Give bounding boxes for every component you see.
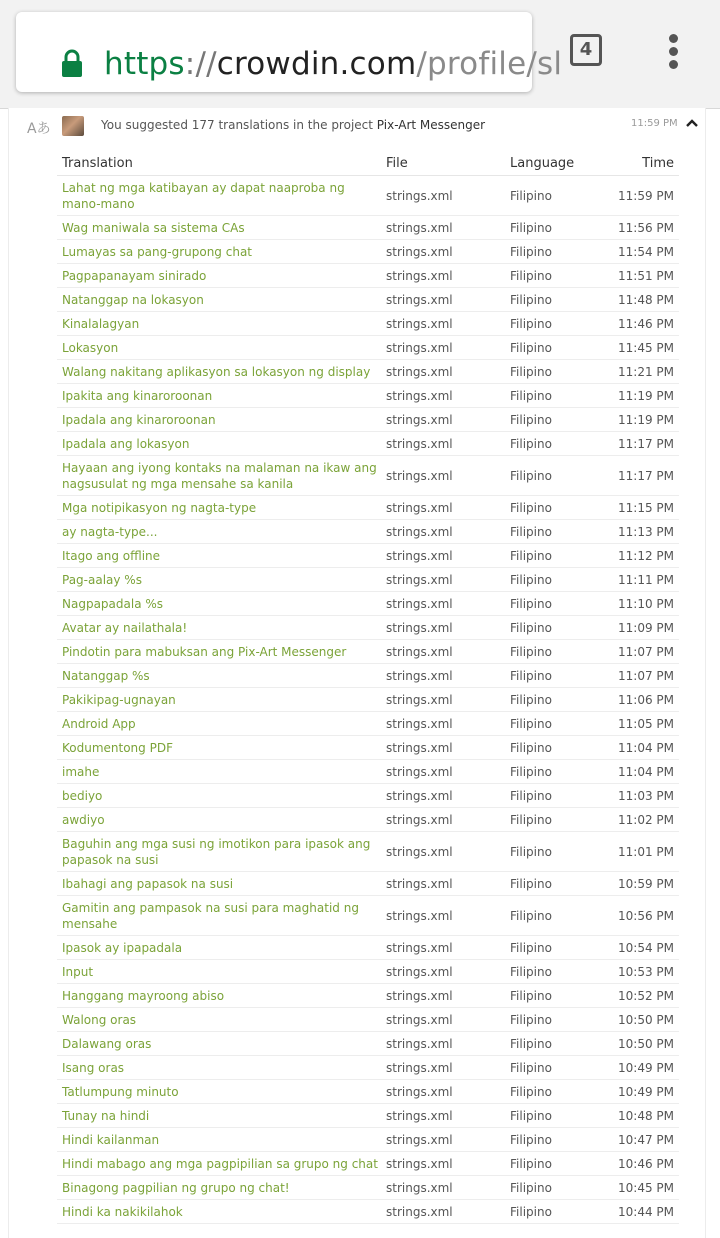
table-row <box>57 240 679 264</box>
language-cell: Filipino <box>505 264 601 288</box>
translation-link[interactable]: Gamitin ang pampasok na susi para maghatid ng mensahe <box>57 896 381 936</box>
language-cell: Filipino <box>505 1200 601 1224</box>
header-language[interactable]: Language <box>505 151 601 176</box>
time-cell: 10:49 PM <box>601 1080 679 1104</box>
file-cell: strings.xml <box>381 1032 505 1056</box>
time-cell: 11:21 PM <box>601 360 679 384</box>
time-cell: 11:17 PM <box>601 432 679 456</box>
language-cell: Filipino <box>505 408 601 432</box>
language-cell: Filipino <box>505 1080 601 1104</box>
language-cell: Filipino <box>505 240 601 264</box>
language-cell: Filipino <box>505 984 601 1008</box>
time-cell: 10:48 PM <box>601 1104 679 1128</box>
language-cell: Filipino <box>505 216 601 240</box>
table-row <box>57 936 679 960</box>
translation-link[interactable]: Hanggang mayroong abiso <box>57 984 381 1008</box>
language-cell: Filipino <box>505 288 601 312</box>
table-row <box>57 176 679 216</box>
table-row <box>57 336 679 360</box>
file-cell: strings.xml <box>381 544 505 568</box>
activity-time: 11:59 PM <box>631 118 678 129</box>
language-cell: Filipino <box>505 544 601 568</box>
browser-toolbar <box>0 0 720 109</box>
translation-link[interactable]: Dalawang oras <box>57 1032 381 1056</box>
translation-link[interactable]: bediyo <box>57 784 381 808</box>
table-row <box>57 984 679 1008</box>
translation-link[interactable]: Pagpapanayam sinirado <box>57 264 381 288</box>
avatar[interactable] <box>62 116 84 136</box>
translation-link[interactable]: Hayaan ang iyong kontaks na malaman na ikaw ang nagsusulat ng mga mensahe sa kanila <box>57 456 381 496</box>
language-cell: Filipino <box>505 784 601 808</box>
language-cell: Filipino <box>505 432 601 456</box>
language-cell: Filipino <box>505 688 601 712</box>
table-row <box>57 960 679 984</box>
time-cell: 10:44 PM <box>601 1200 679 1224</box>
table-row <box>57 456 679 496</box>
translation-link[interactable]: Isang oras <box>57 1056 381 1080</box>
file-cell: strings.xml <box>381 960 505 984</box>
header-time[interactable]: Time <box>601 151 679 176</box>
translation-link[interactable]: Natanggap %s <box>57 664 381 688</box>
file-cell: strings.xml <box>381 1152 505 1176</box>
file-cell: strings.xml <box>381 832 505 872</box>
time-cell: 11:05 PM <box>601 712 679 736</box>
language-cell: Filipino <box>505 176 601 216</box>
translation-link[interactable]: Mga notipikasyon ng nagta-type <box>57 496 381 520</box>
time-cell: 11:06 PM <box>601 688 679 712</box>
file-cell: strings.xml <box>381 568 505 592</box>
time-cell: 10:50 PM <box>601 1008 679 1032</box>
table-row <box>57 640 679 664</box>
time-cell: 11:17 PM <box>601 456 679 496</box>
header-file[interactable]: File <box>381 151 505 176</box>
table-row <box>57 264 679 288</box>
table-row <box>57 288 679 312</box>
time-cell: 11:10 PM <box>601 592 679 616</box>
activity-card <box>8 108 706 1238</box>
url-host: crowdin.com <box>216 46 417 82</box>
language-cell: Filipino <box>505 384 601 408</box>
language-cell: Filipino <box>505 1008 601 1032</box>
page-content <box>0 108 720 1226</box>
table-row <box>57 1128 679 1152</box>
table-row <box>57 1008 679 1032</box>
chevron-up-icon[interactable] <box>685 116 699 130</box>
table-row <box>57 432 679 456</box>
file-cell: strings.xml <box>381 1008 505 1032</box>
time-cell: 11:09 PM <box>601 616 679 640</box>
file-cell: strings.xml <box>381 176 505 216</box>
time-cell: 11:51 PM <box>601 264 679 288</box>
translation-link[interactable]: Pakikipag-ugnayan <box>57 688 381 712</box>
file-cell: strings.xml <box>381 1104 505 1128</box>
file-cell: strings.xml <box>381 216 505 240</box>
file-cell: strings.xml <box>381 808 505 832</box>
table-row <box>57 1200 679 1224</box>
translation-link[interactable]: ay nagta-type... <box>57 520 381 544</box>
time-cell: 11:11 PM <box>601 568 679 592</box>
time-cell: 10:52 PM <box>601 984 679 1008</box>
file-cell: strings.xml <box>381 616 505 640</box>
time-cell: 11:48 PM <box>601 288 679 312</box>
table-row <box>57 496 679 520</box>
translation-link[interactable]: Input <box>57 960 381 984</box>
time-cell: 10:49 PM <box>601 1056 679 1080</box>
time-cell: 10:50 PM <box>601 1032 679 1056</box>
language-cell: Filipino <box>505 568 601 592</box>
time-cell: 11:45 PM <box>601 336 679 360</box>
time-cell: 11:03 PM <box>601 784 679 808</box>
translation-link[interactable]: Android App <box>57 712 381 736</box>
file-cell: strings.xml <box>381 688 505 712</box>
translation-link[interactable]: Lokasyon <box>57 336 381 360</box>
table-row <box>57 784 679 808</box>
file-cell: strings.xml <box>381 1056 505 1080</box>
time-cell: 11:07 PM <box>601 664 679 688</box>
time-cell: 10:47 PM <box>601 1128 679 1152</box>
translation-link[interactable]: Tatlumpung minuto <box>57 1080 381 1104</box>
language-cell: Filipino <box>505 936 601 960</box>
table-row <box>57 360 679 384</box>
file-cell: strings.xml <box>381 1176 505 1200</box>
language-cell: Filipino <box>505 1056 601 1080</box>
table-row <box>57 1032 679 1056</box>
table-row <box>57 1104 679 1128</box>
translation-link[interactable]: Lumayas sa pang-grupong chat <box>57 240 381 264</box>
language-cell: Filipino <box>505 312 601 336</box>
translation-link[interactable]: Tunay na hindi <box>57 1104 381 1128</box>
file-cell: strings.xml <box>381 264 505 288</box>
table-row <box>57 688 679 712</box>
table-row <box>57 872 679 896</box>
language-cell: Filipino <box>505 456 601 496</box>
table-row <box>57 384 679 408</box>
translation-link[interactable]: Binagong pagpilian ng grupo ng chat! <box>57 1176 381 1200</box>
table-row <box>57 616 679 640</box>
time-cell: 10:56 PM <box>601 896 679 936</box>
file-cell: strings.xml <box>381 432 505 456</box>
translation-link[interactable]: Lahat ng mga katibayan ay dapat naaproba ng mano-mano <box>57 176 381 216</box>
language-cell: Filipino <box>505 896 601 936</box>
file-cell: strings.xml <box>381 1200 505 1224</box>
translation-link[interactable]: Hindi kailanman <box>57 1128 381 1152</box>
language-cell: Filipino <box>505 664 601 688</box>
file-cell: strings.xml <box>381 664 505 688</box>
language-cell: Filipino <box>505 1032 601 1056</box>
language-cell: Filipino <box>505 808 601 832</box>
translate-icon: Aあ <box>27 121 51 137</box>
translation-link[interactable]: Nagpapadala %s <box>57 592 381 616</box>
table-row <box>57 832 679 872</box>
file-cell: strings.xml <box>381 896 505 936</box>
translation-link[interactable]: Ipadala ang lokasyon <box>57 432 381 456</box>
tab-switcher-button[interactable]: 4 <box>570 34 602 66</box>
time-cell: 11:46 PM <box>601 312 679 336</box>
language-cell: Filipino <box>505 960 601 984</box>
language-cell: Filipino <box>505 520 601 544</box>
language-cell: Filipino <box>505 1104 601 1128</box>
translation-link[interactable]: Kodumentong PDF <box>57 736 381 760</box>
file-cell: strings.xml <box>381 592 505 616</box>
translation-link[interactable]: Pindotin para mabuksan ang Pix-Art Messenger <box>57 640 381 664</box>
translation-link[interactable]: imahe <box>57 760 381 784</box>
file-cell: strings.xml <box>381 456 505 496</box>
file-cell: strings.xml <box>381 784 505 808</box>
file-cell: strings.xml <box>381 1128 505 1152</box>
table-row <box>57 1080 679 1104</box>
file-cell: strings.xml <box>381 520 505 544</box>
table-row <box>57 664 679 688</box>
time-cell: 10:53 PM <box>601 960 679 984</box>
file-cell: strings.xml <box>381 1080 505 1104</box>
language-cell: Filipino <box>505 1128 601 1152</box>
header-translation[interactable]: Translation <box>57 151 381 176</box>
language-cell: Filipino <box>505 336 601 360</box>
translation-link[interactable]: Ipadala ang kinaroroonan <box>57 408 381 432</box>
table-row <box>57 216 679 240</box>
language-cell: Filipino <box>505 712 601 736</box>
table-row <box>57 808 679 832</box>
time-cell: 11:56 PM <box>601 216 679 240</box>
translations-table <box>57 151 679 1224</box>
table-header-row <box>57 151 679 176</box>
time-cell: 11:02 PM <box>601 808 679 832</box>
time-cell: 11:07 PM <box>601 640 679 664</box>
table-row <box>57 896 679 936</box>
time-cell: 10:45 PM <box>601 1176 679 1200</box>
language-cell: Filipino <box>505 1176 601 1200</box>
language-cell: Filipino <box>505 592 601 616</box>
language-cell: Filipino <box>505 1152 601 1176</box>
translation-link[interactable]: Avatar ay nailathala! <box>57 616 381 640</box>
lock-icon <box>60 48 84 78</box>
address-bar[interactable] <box>16 12 563 92</box>
url-path: /profile/sl <box>416 46 563 82</box>
file-cell: strings.xml <box>381 496 505 520</box>
time-cell: 11:12 PM <box>601 544 679 568</box>
language-cell: Filipino <box>505 832 601 872</box>
project-link[interactable]: Pix-Art Messenger <box>376 118 486 132</box>
time-cell: 11:15 PM <box>601 496 679 520</box>
file-cell: strings.xml <box>381 384 505 408</box>
translation-link[interactable]: Walong oras <box>57 1008 381 1032</box>
language-cell: Filipino <box>505 736 601 760</box>
table-row <box>57 520 679 544</box>
time-cell: 10:54 PM <box>601 936 679 960</box>
language-cell: Filipino <box>505 760 601 784</box>
time-cell: 11:04 PM <box>601 760 679 784</box>
translation-link[interactable]: Ipasok ay ipapadala <box>57 936 381 960</box>
file-cell: strings.xml <box>381 408 505 432</box>
translation-link[interactable]: Itago ang offline <box>57 544 381 568</box>
file-cell: strings.xml <box>381 640 505 664</box>
file-cell: strings.xml <box>381 312 505 336</box>
translation-link[interactable]: Ibahagi ang papasok na susi <box>57 872 381 896</box>
time-cell: 10:46 PM <box>601 1152 679 1176</box>
language-cell: Filipino <box>505 616 601 640</box>
file-cell: strings.xml <box>381 936 505 960</box>
table-row <box>57 760 679 784</box>
translation-link[interactable]: Baguhin ang mga susi ng imotikon para ipasok ang papasok na susi <box>57 832 381 872</box>
overflow-menu-icon[interactable] <box>664 34 684 70</box>
language-cell: Filipino <box>505 640 601 664</box>
table-row <box>57 1176 679 1200</box>
translation-link[interactable]: Natanggap na lokasyon <box>57 288 381 312</box>
file-cell: strings.xml <box>381 872 505 896</box>
language-cell: Filipino <box>505 360 601 384</box>
translation-link[interactable]: Pag-aalay %s <box>57 568 381 592</box>
translation-link[interactable]: Kinalalagyan <box>57 312 381 336</box>
table-row <box>57 568 679 592</box>
file-cell: strings.xml <box>381 360 505 384</box>
time-cell: 11:13 PM <box>601 520 679 544</box>
translation-link[interactable]: Ipakita ang kinaroroonan <box>57 384 381 408</box>
activity-text: You suggested 177 translations in the project <box>101 118 373 132</box>
language-cell: Filipino <box>505 496 601 520</box>
time-cell: 11:04 PM <box>601 736 679 760</box>
time-cell: 11:01 PM <box>601 832 679 872</box>
translation-link[interactable]: Walang nakitang aplikasyon sa lokasyon ng display <box>57 360 381 384</box>
file-cell: strings.xml <box>381 240 505 264</box>
url-separator: :// <box>184 46 217 82</box>
time-cell: 10:59 PM <box>601 872 679 896</box>
table-row <box>57 312 679 336</box>
table-body <box>57 176 679 1224</box>
time-cell: 11:19 PM <box>601 408 679 432</box>
time-cell: 11:59 PM <box>601 176 679 216</box>
file-cell: strings.xml <box>381 336 505 360</box>
table-row <box>57 712 679 736</box>
time-cell: 11:19 PM <box>601 384 679 408</box>
url-scheme: https <box>104 46 185 82</box>
activity-summary <box>101 118 485 132</box>
table-row <box>57 1056 679 1080</box>
table-row <box>57 408 679 432</box>
translation-link[interactable]: Wag maniwala sa sistema CAs <box>57 216 381 240</box>
table-row <box>57 736 679 760</box>
file-cell: strings.xml <box>381 984 505 1008</box>
translation-link[interactable]: awdiyo <box>57 808 381 832</box>
time-cell: 11:54 PM <box>601 240 679 264</box>
language-cell: Filipino <box>505 872 601 896</box>
file-cell: strings.xml <box>381 736 505 760</box>
file-cell: strings.xml <box>381 712 505 736</box>
file-cell: strings.xml <box>381 288 505 312</box>
table-row <box>57 592 679 616</box>
table-row <box>57 544 679 568</box>
translation-link[interactable]: Hindi ka nakikilahok <box>57 1200 381 1224</box>
table-row <box>57 1152 679 1176</box>
translation-link[interactable]: Hindi mabago ang mga pagpipilian sa grupo ng chat <box>57 1152 381 1176</box>
url-text[interactable] <box>104 42 562 86</box>
file-cell: strings.xml <box>381 760 505 784</box>
